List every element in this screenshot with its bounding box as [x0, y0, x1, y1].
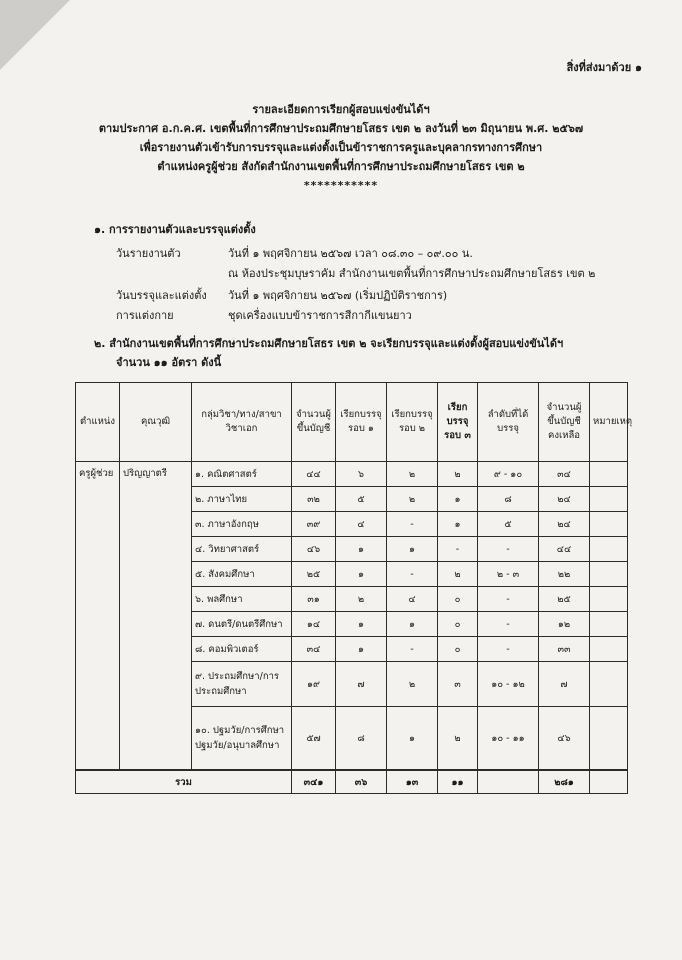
remain-cell: ๗: [539, 662, 590, 707]
col-header: เรียกบรรจุรอบ ๓: [438, 383, 478, 462]
round2-cell: -: [387, 562, 438, 587]
col-header: หมายเหตุ: [590, 383, 628, 462]
total-label: รวม: [76, 770, 292, 794]
round2-cell: ๑: [387, 612, 438, 637]
section-1-title: ๑. การรายงานตัวและบรรจุแต่งตั้ง: [94, 223, 256, 236]
folded-corner: [0, 0, 70, 70]
round2-cell: ๒: [387, 462, 438, 487]
round3-cell: ๐: [438, 612, 478, 637]
document-header: [60, 100, 622, 195]
order-cell: -: [478, 587, 539, 612]
col-header: จำนวนผู้ขึ้นบัญชีคงเหลือ: [539, 383, 590, 462]
note-cell: [590, 462, 628, 487]
col-header: จำนวนผู้ขึ้นบัญชี: [292, 383, 336, 462]
header-line-2: ตามประกาศ อ.ก.ค.ศ. เขตพื้นที่การศึกษาประถมศึกษายโสธร เขต ๒ ลงวันที่ ๒๓ มิถุนายน พ.ศ. ๒๕๖๗: [98, 122, 584, 135]
subject-cell: ๔. วิทยาศาสตร์: [192, 537, 292, 562]
note-cell: [590, 707, 628, 771]
order-cell: ๑๐ - ๑๒: [478, 662, 539, 707]
subject-cell: ๘. คอมพิวเตอร์: [192, 637, 292, 662]
position-cell: ครูผู้ช่วย: [76, 462, 120, 771]
order-cell: -: [478, 637, 539, 662]
round3-sum: ๑๑: [438, 770, 478, 794]
round3-cell: ๑: [438, 512, 478, 537]
round1-cell: ๖: [336, 462, 387, 487]
round1-cell: ๑: [336, 612, 387, 637]
round3-cell: -: [438, 537, 478, 562]
header-line-3: เพื่อรายงานตัวเข้ารับการบรรจุและแต่งตั้งเป็นข้าราชการครูและบุคลากรทางการศึกษา: [139, 141, 543, 154]
remain-sum: ๒๘๑: [539, 770, 590, 794]
attachment-label: สิ่งที่ส่งมาด้วย ๑: [566, 61, 642, 74]
subject-cell: ๑๐. ปฐมวัย/การศึกษาปฐมวัย/อนุบาลศึกษา: [192, 707, 292, 771]
recruitment-table: [75, 382, 633, 794]
section-2-line-2: จำนวน ๑๑ อัตรา ดังนี้: [116, 356, 222, 369]
total-cell: ๓๔: [292, 637, 336, 662]
round3-cell: ๐: [438, 587, 478, 612]
subject-cell: ๑. คณิตศาสตร์: [192, 462, 292, 487]
dress-value: ชุดเครื่องแบบข้าราชการสีกากีแขนยาว: [228, 309, 412, 322]
dress-label: การแต่งกาย: [116, 309, 174, 322]
round1-cell: ๑: [336, 637, 387, 662]
report-date-label: วันรายงานตัว: [116, 247, 181, 260]
note-cell: [590, 612, 628, 637]
note-cell: [590, 487, 628, 512]
header-line-4: ตำแหน่งครูผู้ช่วย สังกัดสำนักงานเขตพื้นที่การศึกษาประถมศึกษายโสธร เขต ๒: [157, 160, 525, 173]
remain-cell: ๓๔: [539, 462, 590, 487]
report-date-value: วันที่ ๑ พฤศจิกายน ๒๕๖๗ เวลา ๐๘.๓๐ – ๐๙.๐๐ น.: [228, 247, 473, 260]
section-2-line-1: ๒. สำนักงานเขตพื้นที่การศึกษาประถมศึกษายโสธร เขต ๒ จะเรียกบรรจุและแต่งตั้งผู้สอบแข่งขันได้ฯ: [94, 337, 564, 350]
order-cell: ๙ - ๑๐: [478, 462, 539, 487]
table-header-row: [76, 383, 628, 462]
round1-cell: ๕: [336, 487, 387, 512]
round2-cell: ๒: [387, 487, 438, 512]
round3-cell: ๒: [438, 562, 478, 587]
order-cell: -: [478, 537, 539, 562]
remain-cell: ๓๓: [539, 637, 590, 662]
round2-sum: ๑๓: [387, 770, 438, 794]
round2-cell: ๑: [387, 707, 438, 771]
total-cell: ๔๖: [292, 537, 336, 562]
round1-cell: ๒: [336, 587, 387, 612]
total-sum: ๓๔๑: [292, 770, 336, 794]
col-header: ตำแหน่ง: [76, 383, 120, 462]
round1-cell: ๘: [336, 707, 387, 771]
col-header: คุณวุฒิ: [120, 383, 192, 462]
round3-cell: ๑: [438, 487, 478, 512]
note-cell: [590, 637, 628, 662]
appoint-date-label: วันบรรจุและแต่งตั้ง: [116, 289, 207, 302]
note-cell: [590, 587, 628, 612]
round3-cell: ๒: [438, 707, 478, 771]
round3-cell: ๐: [438, 637, 478, 662]
order-sum: [478, 770, 539, 794]
round2-cell: -: [387, 512, 438, 537]
header-line-1: รายละเอียดการเรียกผู้สอบแข่งขันได้ฯ: [252, 103, 430, 116]
total-cell: ๒๕: [292, 562, 336, 587]
note-sum: [590, 770, 628, 794]
appoint-date-value: วันที่ ๑ พฤศจิกายน ๒๕๖๗ (เริ่มปฏิบัติราชการ): [228, 289, 448, 302]
total-cell: ๑๙: [292, 662, 336, 707]
subject-cell: ๙. ประถมศึกษา/การประถมศึกษา: [192, 662, 292, 707]
col-header: เรียกบรรจุรอบ ๒: [387, 383, 438, 462]
round2-cell: ๒: [387, 662, 438, 707]
order-cell: ๒ - ๓: [478, 562, 539, 587]
remain-cell: ๒๔: [539, 512, 590, 537]
round1-cell: ๔: [336, 512, 387, 537]
report-place-value: ณ ห้องประชุมบุษราคัม สำนักงานเขตพื้นที่การศึกษาประถมศึกษายโสธร เขต ๒: [228, 267, 596, 280]
order-cell: ๑๐ - ๑๑: [478, 707, 539, 771]
remain-cell: ๒๕: [539, 587, 590, 612]
round1-cell: ๑: [336, 537, 387, 562]
remain-cell: ๒๔: [539, 487, 590, 512]
round2-cell: ๔: [387, 587, 438, 612]
total-cell: ๓๙: [292, 512, 336, 537]
round2-cell: ๑: [387, 537, 438, 562]
table-row: [76, 462, 628, 487]
col-header: เรียกบรรจุรอบ ๑: [336, 383, 387, 462]
header-stars: ***********: [303, 179, 379, 192]
total-cell: ๓๑: [292, 587, 336, 612]
order-cell: -: [478, 612, 539, 637]
col-header: ลำดับที่ได้บรรจุ: [478, 383, 539, 462]
total-cell: ๔๔: [292, 462, 336, 487]
round3-cell: ๓: [438, 662, 478, 707]
round2-cell: -: [387, 637, 438, 662]
total-row: [76, 770, 628, 794]
round1-sum: ๓๖: [336, 770, 387, 794]
order-cell: ๘: [478, 487, 539, 512]
subject-cell: ๖. พลศึกษา: [192, 587, 292, 612]
remain-cell: ๒๒: [539, 562, 590, 587]
round1-cell: ๑: [336, 562, 387, 587]
remain-cell: ๑๒: [539, 612, 590, 637]
note-cell: [590, 537, 628, 562]
qualification-cell: ปริญญาตรี: [120, 462, 192, 771]
round1-cell: ๗: [336, 662, 387, 707]
col-header: กลุ่มวิชา/ทาง/สาขาวิชาเอก: [192, 383, 292, 462]
total-cell: ๓๒: [292, 487, 336, 512]
subject-cell: ๗. ดนตรี/ดนตรีศึกษา: [192, 612, 292, 637]
note-cell: [590, 562, 628, 587]
note-cell: [590, 662, 628, 707]
section-2: [94, 334, 654, 372]
remain-cell: ๔๖: [539, 707, 590, 771]
subject-cell: ๓. ภาษาอังกฤษ: [192, 512, 292, 537]
round3-cell: ๒: [438, 462, 478, 487]
total-cell: ๕๗: [292, 707, 336, 771]
remain-cell: ๔๔: [539, 537, 590, 562]
note-cell: [590, 512, 628, 537]
subject-cell: ๕. สังคมศึกษา: [192, 562, 292, 587]
total-cell: ๑๔: [292, 612, 336, 637]
subject-cell: ๒. ภาษาไทย: [192, 487, 292, 512]
order-cell: ๕: [478, 512, 539, 537]
